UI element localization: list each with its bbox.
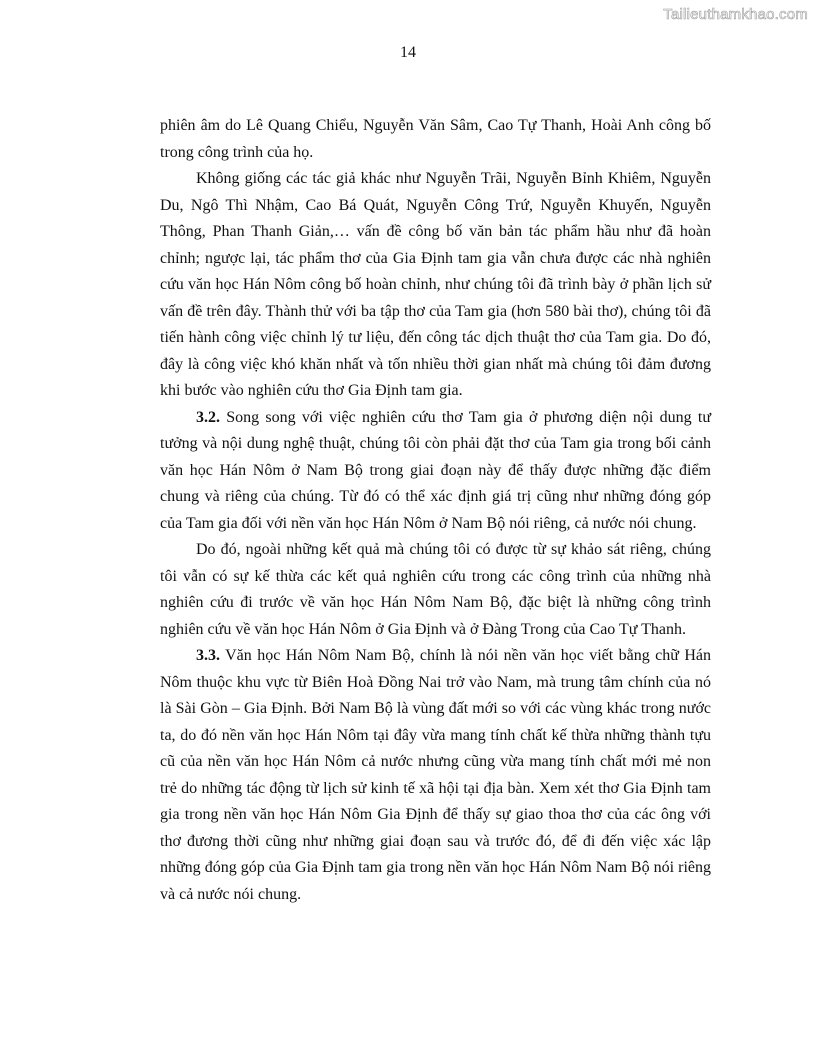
paragraph-text: Song song với việc nghiên cứu thơ Tam gia ở phương diện nội dung tư tưởng và nội dung nghệ thuật, chúng tôi còn phải đặt thơ của Tam gia trong bối cảnh văn học Hán Nôm ở Nam Bộ trong giai đoạn này để thấy được những đặc điểm chung và riêng của chúng. Từ đó có thể xác định giá trị cũng như những đóng góp của Tam gia đối với nền văn học Hán Nôm ở Nam Bộ nói riêng, cả nước nói chung. — [160, 408, 711, 532]
paragraph-text: Do đó, ngoài những kết quả mà chúng tôi có được từ sự khảo sát riêng, chúng tôi vẫn có sự kế thừa các kết quả nghiên cứu trong các công trình của những nhà nghiên cứu đi trước về văn học Hán Nôm Nam Bộ, đặc biệt là những công trình nghiên cứu về văn học Hán Nôm ở Gia Định và ở Đàng Trong của Cao Tự Thanh. — [160, 541, 711, 638]
paragraph-1 — [160, 113, 711, 166]
paragraph-text: Không giống các tác giả khác như Nguyễn Trãi, Nguyễn Bỉnh Khiêm, Nguyễn Du, Ngô Thì Nhậm, Cao Bá Quát, Nguyễn Công Trứ, Nguyễn Khuyến, Nguyễn Thông, Phan Thanh Giản,… vấn đề công bố văn bản tác phẩm hầu như đã hoàn chỉnh; ngược lại, tác phẩm thơ của Gia Định tam gia vẫn chưa được các nhà nghiên cứu văn học Hán Nôm công bố hoàn chỉnh, như chúng tôi đã trình bày ở phần lịch sử vấn đề trên đây. Thành thử với ba tập thơ của Tam gia (hơn 580 bài thơ), chúng tôi đã tiến hành công việc chỉnh lý tư liệu, đến công tác dịch thuật thơ của Tam gia. Do đó, đây là công việc khó khăn nhất và tốn nhiều thời gian nhất mà chúng tôi đảm đương khi bước vào nghiên cứu thơ Gia Định tam gia. — [160, 170, 711, 399]
section-number: 3.3. — [196, 647, 220, 664]
page-number: 14 — [400, 44, 416, 61]
paragraph-section-3-2 — [160, 405, 711, 538]
section-number: 3.2. — [196, 408, 220, 426]
paragraph-4 — [160, 537, 711, 643]
paragraph-text: phiên âm do Lê Quang Chiểu, Nguyễn Văn Sâm, Cao Tự Thanh, Hoài Anh công bố trong công trình của họ. — [160, 117, 711, 161]
paragraph-2 — [160, 166, 711, 405]
watermark: Tailieuthamkhao.com — [663, 6, 808, 23]
body-text — [160, 113, 711, 908]
paragraph-text: Văn học Hán Nôm Nam Bộ, chính là nói nền văn học viết bằng chữ Hán Nôm thuộc khu vực từ Biên Hoà Đồng Nai trở vào Nam, mà trung tâm chính của nó là Sài Gòn – Gia Định. Bởi Nam Bộ là vùng đất mới so với các vùng khác trong nước ta, do đó nền văn học Hán Nôm tại đây vừa mang tính chất kế thừa những thành tựu cũ của nền văn học Hán Nôm cả nước nhưng cũng vừa mang tính chất mới mẻ non trẻ do những tác động từ lịch sử kinh tế xã hội tại địa bàn. Xem xét thơ Gia Định tam gia trong nền văn học Hán Nôm Gia Định để thấy sự giao thoa thơ của các ông với thơ đương thời cũng như những giai đoạn sau và trước đó, để đi đến việc xác lập những đóng góp của Gia Định tam gia trong nền văn học Hán Nôm Nam Bộ nói riêng và cả nước nói chung. — [160, 647, 711, 903]
paragraph-section-3-3 — [160, 643, 711, 908]
